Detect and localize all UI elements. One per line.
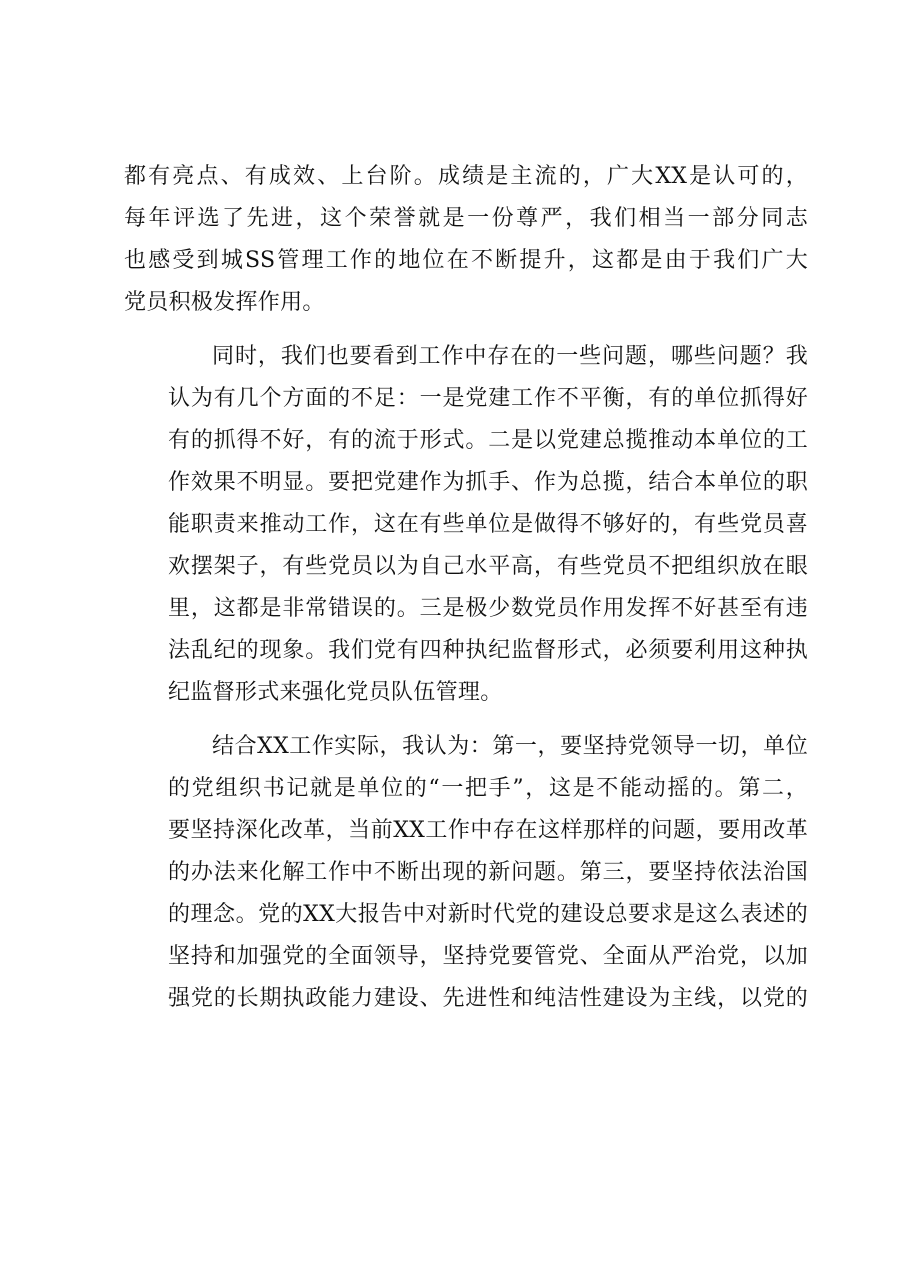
text-line: 要坚持深化改革，当前XX工作中存在这样那样的问题，要用改革 [168,818,808,843]
paragraph-2 [124,336,808,714]
text-line: 作效果不明显。要把党建作为抓手、作为总揽，结合本单位的职 [168,470,808,495]
text-line: 每年评选了先进，这个荣誉就是一份尊严，我们相当一部分同志 [124,206,808,231]
text-line: 法乱纪的现象。我们党有四种执纪监督形式，必须要利用这种执 [168,638,808,663]
text-line: 有的抓得不好，有的流于形式。二是以党建总揽推动本单位的工 [168,428,808,453]
text-line: 坚持和加强党的全面领导，坚持党要管党、全面从严治党，以加 [168,944,808,969]
text-line: 强党的长期执政能力建设、先进性和纯洁性建设为主线，以党的 [168,986,808,1011]
paragraph-3 [124,726,808,1020]
text-line: 能职责来推动工作，这在有些单位是做得不够好的，有些党员喜 [168,512,808,537]
text-line: 纪监督形式来强化党员队伍管理。 [168,680,503,705]
text-line: 党员积极发挥作用。 [124,290,325,315]
text-line: 里，这都是非常错误的。三是极少数党员作用发挥不好甚至有违 [168,596,808,621]
text-line: 结合XX工作实际，我认为：第一，要坚持党领导一切，单位 [212,734,808,759]
text-line: 欢摆架子，有些党员以为自己水平高，有些党员不把组织放在眼 [168,554,808,579]
text-line: 都有亮点、有成效、上台阶。成绩是主流的，广大XX是认可的， [124,164,808,189]
text-line: 的党组织书记就是单位的“一把手”，这是不能动摇的。第二， [168,776,808,801]
text-line: 同时，我们也要看到工作中存在的一些问题，哪些问题？我 [212,344,808,369]
text-line: 的办法来化解工作中不断出现的新问题。第三，要坚持依法治国 [168,860,808,885]
paragraph-1 [124,156,808,324]
text-line: 认为有几个方面的不足：一是党建工作不平衡，有的单位抓得好 [168,386,808,411]
text-line: 也感受到城SS管理工作的地位在不断提升，这都是由于我们广大 [124,248,808,273]
text-line: 的理念。党的XX大报告中对新时代党的建设总要求是这么表述的 [168,902,808,927]
document-body [124,156,808,1032]
